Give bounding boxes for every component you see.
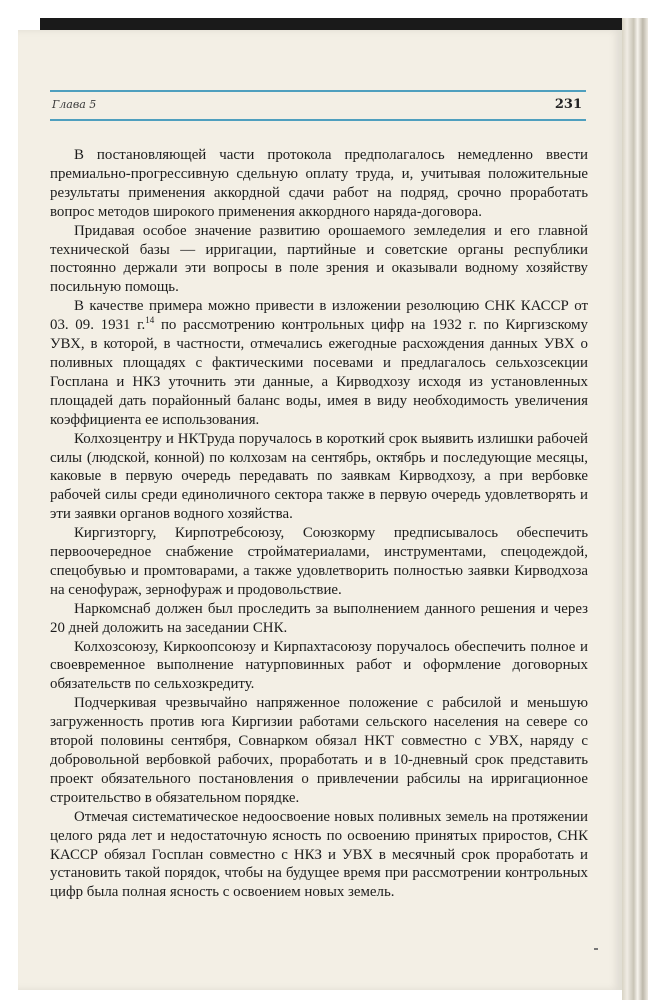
paragraph-5: Киргизторгу, Кирпотребсоюзу, Союзкорму предписывалось обеспечить первоочередное снабжение стройматериалами, инструментами, спецодеждой, спецобувью и промтоварами, а также удовлетворить полностью заявки Кирводхоза на сенофураж, зернофураж и продовольствие. (50, 525, 588, 598)
scan-edge-top (40, 18, 648, 30)
body-text (50, 146, 588, 902)
paragraph-6: Наркомснаб должен был проследить за выполнением данного решения и через 20 дней доложить на заседании СНК. (50, 600, 588, 636)
paragraph-1: В постановляющей части протокола предполагалось немедленно ввести премиально-прогрессивную сдельную оплату труда, и, учитывая положительные результаты применения аккордной сдачи работ на подряд, срочно проработать вопрос методов широкого применения аккордного наряда-договора. (50, 147, 588, 220)
scan-margin-top (0, 0, 648, 20)
book-page (18, 30, 622, 990)
footnote-ref: 14 (145, 315, 155, 326)
paragraph-3-rest: по рассмотрению контрольных цифр на 1932 г. по Киргизскому УВХ, в которой, в частности, отмечались ежегодные расхождения данных УВХ о поливных площадях с фактическими посевами и предлагалось сельхозсекции Госплана и НКЗ уточнить эти данные, а Кирводхозу исходя из установленных площадей дать порайонный баланс воды, имея в виду необходимость увеличения коэффициента ее использования. (50, 317, 588, 428)
scan-speck (594, 948, 598, 950)
paragraph-9: Отмечая систематическое недоосвоение новых поливных земель на протяжении целого ряда лет и недостаточную ясность по освоению принятых приростов, СНК КАССР обязал Госплан совместно с НКЗ и УВХ в месячный срок проработать и установить такой порядок, чтобы на будущее время при рассмотрении контрольных цифр была полная ясность с освоением новых земель. (50, 808, 588, 901)
book-page-edges (622, 18, 648, 1000)
paragraph-4: Колхозцентру и НКТруда поручалось в короткий срок выявить излишки рабочей силы (людской, конной) по колхозам на сентябрь, октябрь и последующие месяцы, каковые в первую очередь передавать по заявкам Кирводхозу, а при вербовке рабочей силы среди единоличного сектора также в первую очередь удовлетворять и эти заявки органов водного хозяйства. (50, 430, 588, 523)
header-rule-bottom (50, 119, 586, 121)
paragraph-2: Придавая особое значение развитию орошаемого земледелия и его главной технической базы — ирригации, партийные и советские органы республики постоянно держали эти вопросы в поле зрения и оказывали водному хозяйству посильную помощь. (50, 222, 588, 296)
paragraph-7: Колхозсоюзу, Киркоопсоюзу и Кирпахтасоюзу поручалось обеспечить полное и своевременное выполнение натурповинных работ и оформление договорных обязательств по сельхозкредиту. (50, 638, 588, 693)
paragraph-3-start: В качестве примера можно привести в изложении резолюцию СНК КАССР от 03. 09. 1931 г. (50, 298, 588, 334)
paragraph-3 (50, 297, 588, 429)
paragraph-8: Подчеркивая чрезвычайно напряженное положение с рабсилой и меньшую загруженность против юга Киргизии работами сельского населения на севере со второй половины сентября, Совнарком обязал НКТ совместно с УВХ, наряду с добровольной вербовкой рабочих, проработать и в 10-дневный срок представить проект обязательного постановления о привлечении рабсилы на ирригационное строительство в обязательном порядке. (50, 695, 588, 806)
running-head: Глава 5 (52, 98, 97, 111)
header-rule-top (50, 90, 586, 92)
page-number: 231 (554, 97, 582, 112)
